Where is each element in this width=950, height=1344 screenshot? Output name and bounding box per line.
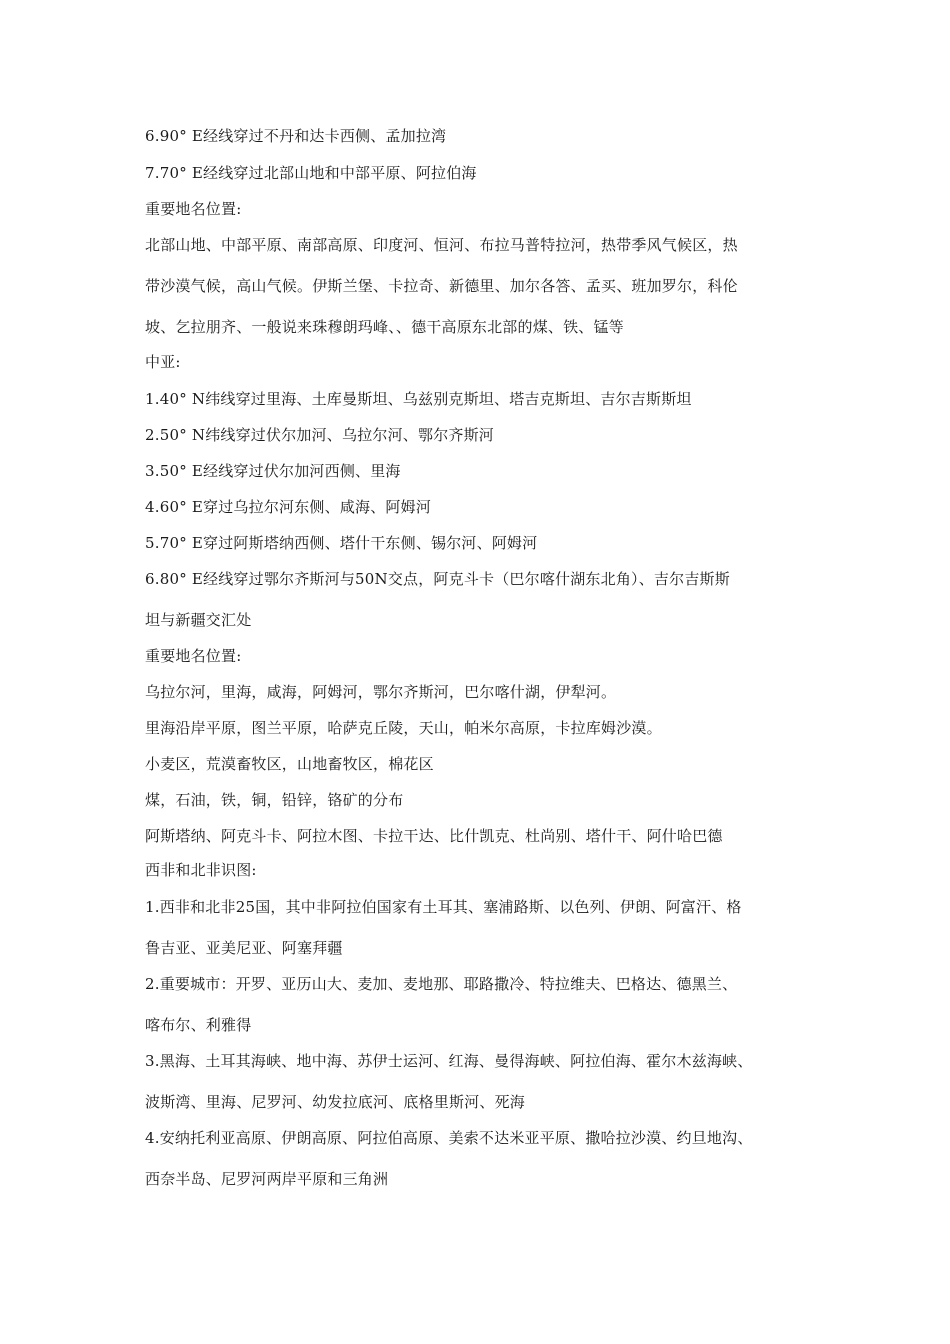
text-line: 7.70° E经线穿过北部山地和中部平原、阿拉伯海 <box>145 164 477 182</box>
text-line: 1.40° N纬线穿过里海、土库曼斯坦、乌兹别克斯坦、塔吉克斯坦、吉尔吉斯斯坦 <box>145 390 692 408</box>
text-line: 2.50° N纬线穿过伏尔加河、乌拉尔河、鄂尔齐斯河 <box>145 426 494 444</box>
text-line: 西奈半岛、尼罗河两岸平原和三角洲 <box>145 1170 389 1188</box>
text-line: 坦与新疆交汇处 <box>145 611 252 629</box>
text-line: 带沙漠气候，高山气候。伊斯兰堡、卡拉奇、新德里、加尔各答、孟买、班加罗尔，科伦 <box>145 277 738 295</box>
text-line: 4.安纳托利亚高原、伊朗高原、阿拉伯高原、美索不达米亚平原、撒哈拉沙漠、约旦地沟、 <box>145 1129 753 1147</box>
text-line: 鲁吉亚、亚美尼亚、阿塞拜疆 <box>145 939 343 957</box>
text-line: 5.70° E穿过阿斯塔纳西侧、塔什干东侧、锡尔河、阿姆河 <box>145 534 538 552</box>
text-line: 小麦区，荒漠畜牧区，山地畜牧区，棉花区 <box>145 755 434 773</box>
section-heading: 西非和北非识图: <box>145 861 257 879</box>
text-line: 波斯湾、里海、尼罗河、幼发拉底河、底格里斯河、死海 <box>145 1093 526 1111</box>
text-line: 6.90° E经线穿过不丹和达卡西侧、孟加拉湾 <box>145 127 447 145</box>
section-heading: 重要地名位置: <box>145 647 242 665</box>
text-line: 2.重要城市：开罗、亚历山大、麦加、麦地那、耶路撒冷、特拉维夫、巴格达、德黑兰、 <box>145 975 738 993</box>
text-line: 1.西非和北非25国，其中非阿拉伯国家有土耳其、塞浦路斯、以色列、伊朗、阿富汗、格 <box>145 898 742 916</box>
text-line: 煤，石油，铁，铜，铅锌，铬矿的分布 <box>145 791 404 809</box>
text-line: 3.黑海、土耳其海峡、地中海、苏伊士运河、红海、曼得海峡、阿拉伯海、霍尔木兹海峡、 <box>145 1052 753 1070</box>
text-line: 6.80° E经线穿过鄂尔齐斯河与50N交点，阿克斗卡（巴尔喀什湖东北角）、吉尔吉斯斯 <box>145 570 730 588</box>
text-line: 北部山地、中部平原、南部高原、印度河、恒河、布拉马普特拉河，热带季风气候区，热 <box>145 236 738 254</box>
text-line: 里海沿岸平原，图兰平原，哈萨克丘陵，天山，帕米尔高原，卡拉库姆沙漠。 <box>145 719 662 737</box>
text-line: 4.60° E穿过乌拉尔河东侧、咸海、阿姆河 <box>145 498 432 516</box>
section-heading: 重要地名位置: <box>145 200 242 218</box>
text-line: 喀布尔、利雅得 <box>145 1016 252 1034</box>
text-line: 阿斯塔纳、阿克斗卡、阿拉木图、卡拉干达、比什凯克、杜尚别、塔什干、阿什哈巴德 <box>145 827 723 845</box>
text-line: 乌拉尔河，里海，咸海，阿姆河，鄂尔齐斯河，巴尔喀什湖，伊犁河。 <box>145 683 617 701</box>
text-line: 坡、乞拉朋齐、一般说来珠穆朗玛峰、、德干高原东北部的煤、铁、锰等 <box>145 318 624 336</box>
section-heading: 中亚: <box>145 353 181 371</box>
text-line: 3.50° E经线穿过伏尔加河西侧、里海 <box>145 462 401 480</box>
